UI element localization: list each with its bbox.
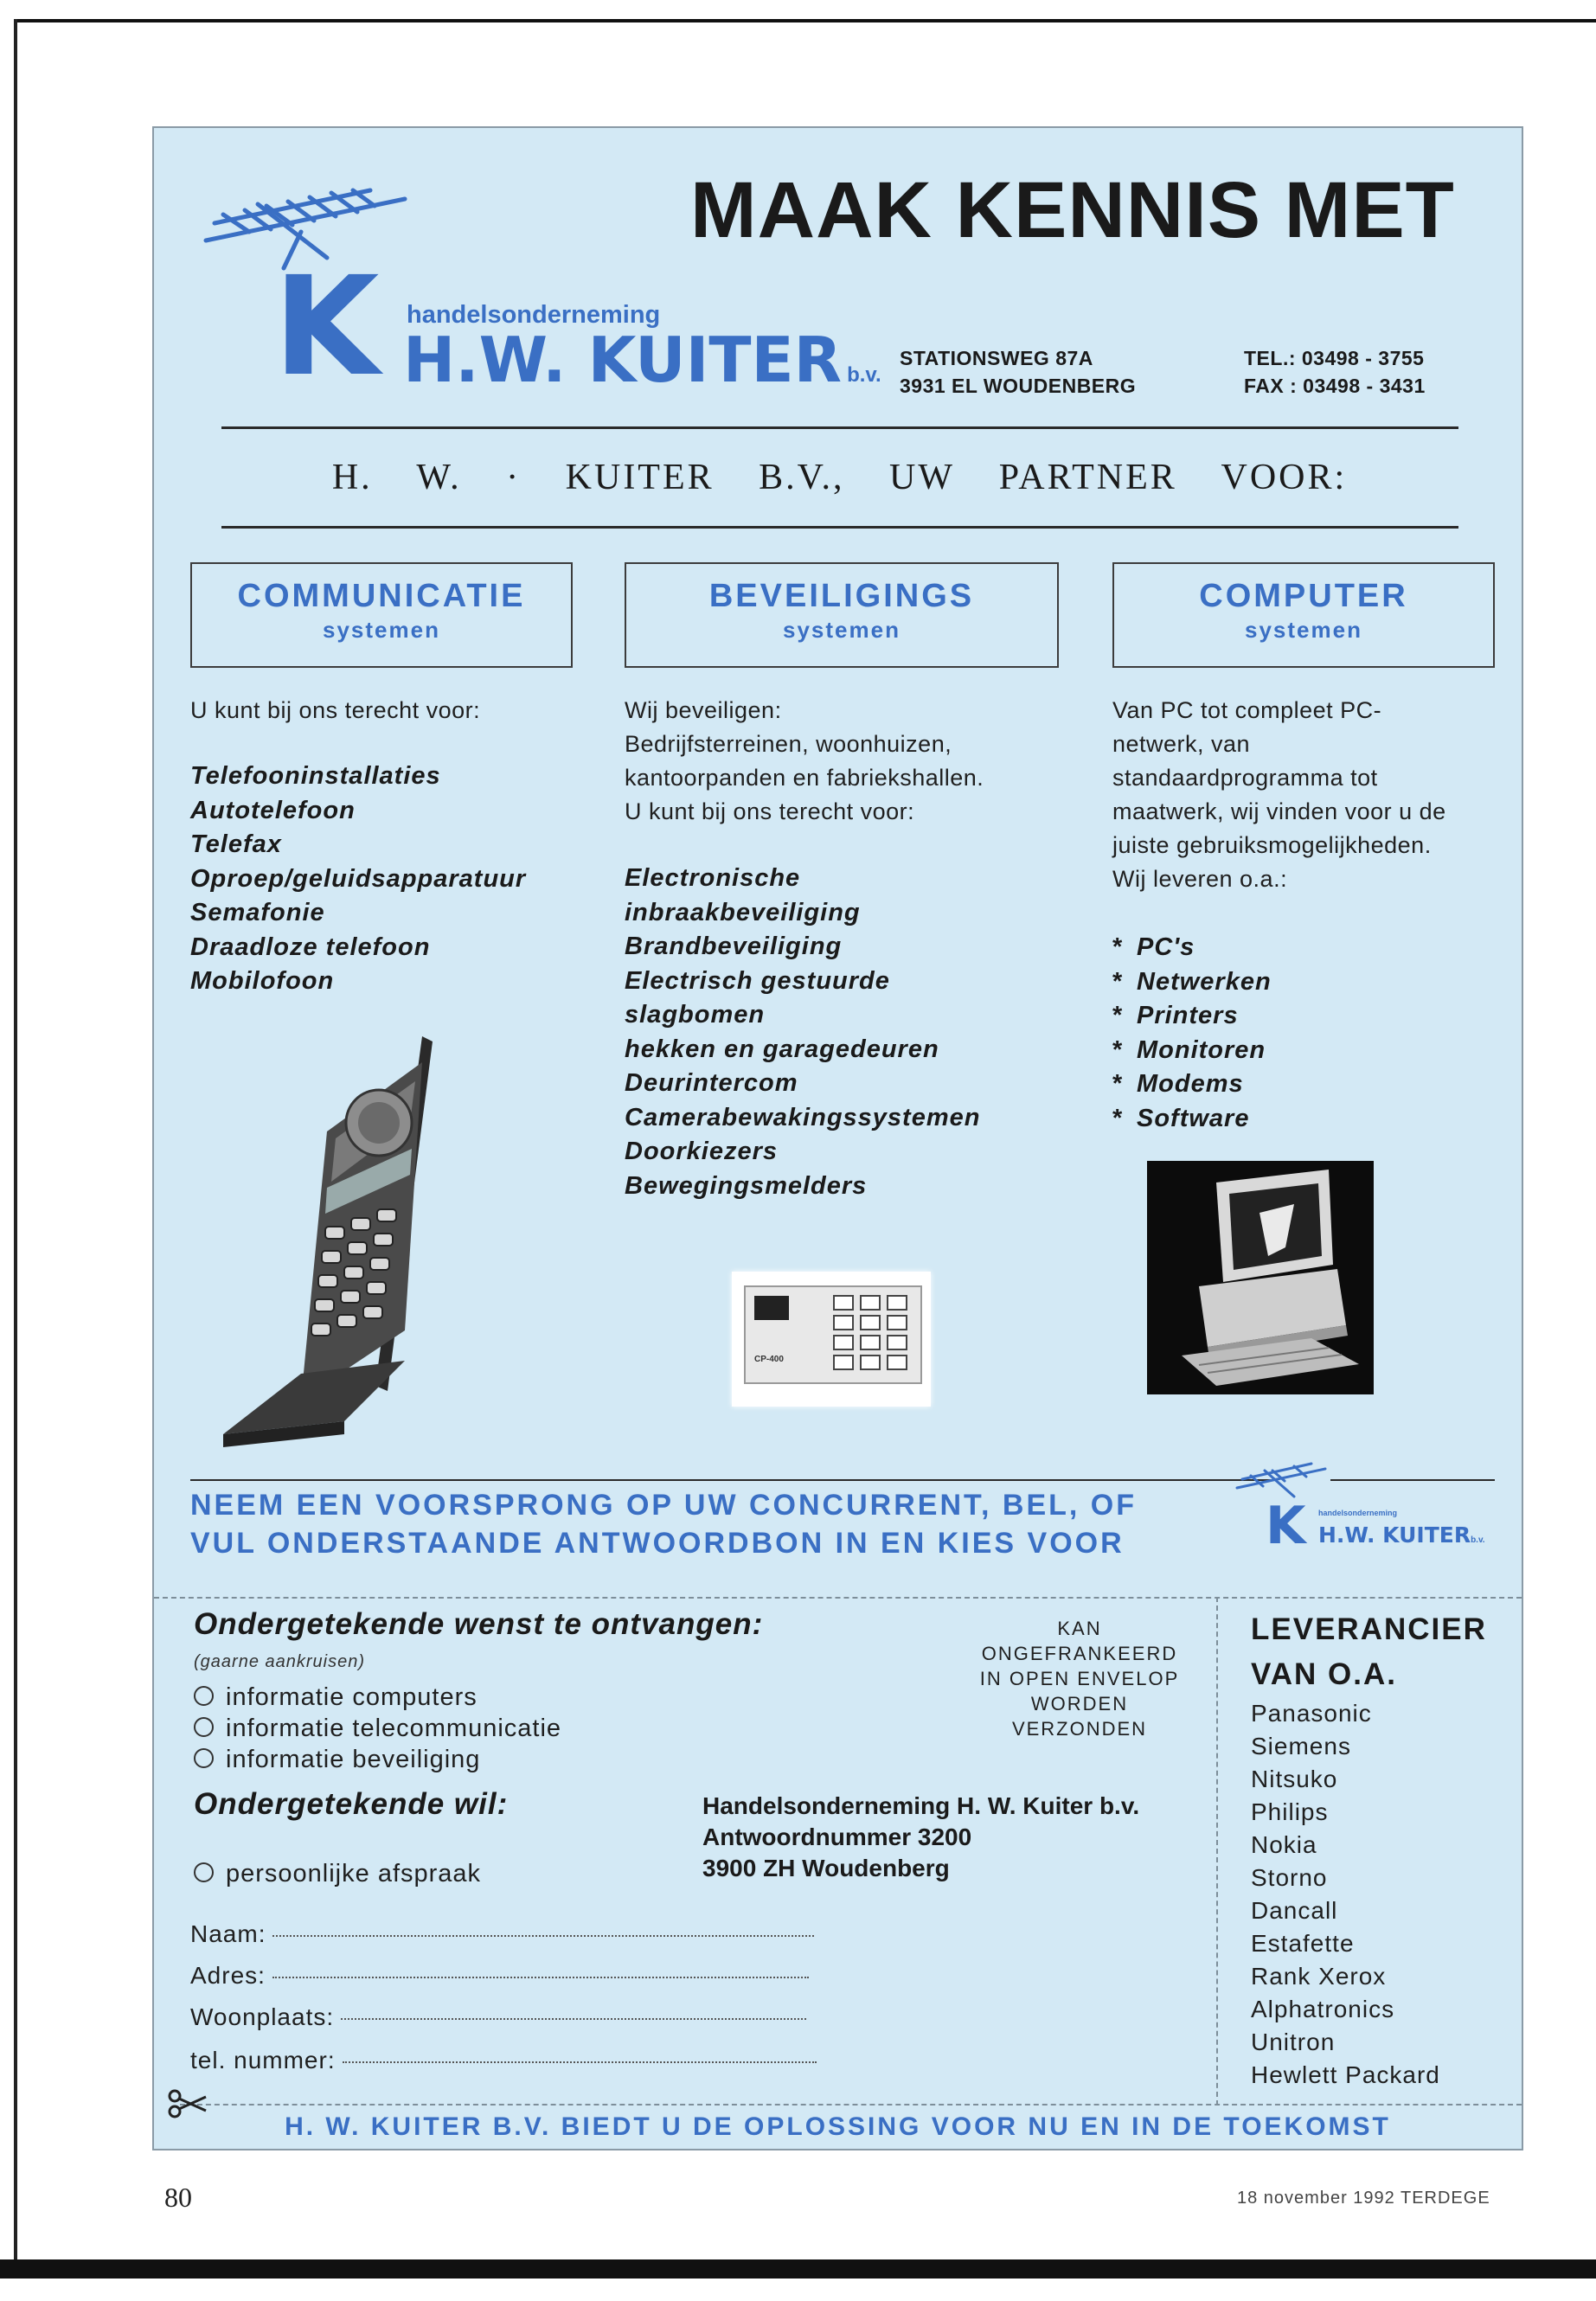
address-block [900,344,1136,400]
list-item: Mobilofoon [190,967,335,995]
cta-line: VUL ONDERSTAANDE ANTWOORDBON IN EN KIES VOOR [190,1527,1125,1560]
small-logo-suffix: b.v. [1471,1535,1485,1545]
address-city: 3931 EL WOUDENBERG [900,375,1137,397]
computer-title: COMPUTER [1199,578,1408,614]
intro-line: standaardprogramma tot [1112,765,1378,791]
intro-line: Wij leveren o.a.: [1112,866,1288,892]
list-item [1112,931,1272,965]
list-item-label: Printers [1137,1002,1239,1029]
tel-input[interactable] [343,2061,817,2063]
mobile-phone-image [206,1028,491,1469]
postage-line: IN OPEN ENVELOP [979,1668,1180,1689]
beveiligings-list [625,862,980,1203]
list-item: Deurintercom [625,1069,798,1097]
option-computers[interactable] [194,1682,561,1713]
keypad-buttons-icon [832,1294,910,1374]
field-woonplaats[interactable] [190,2003,806,2031]
reply-address-line: 3900 ZH Woudenberg [702,1855,950,1881]
intro-line: U kunt bij ons terecht voor: [625,798,915,824]
intro-line: Van PC tot compleet PC- [1112,697,1382,723]
list-item [1112,1102,1272,1137]
call-to-action [190,1486,1137,1562]
postage-line: KAN [1057,1618,1102,1639]
intro-line: netwerk, van [1112,731,1251,757]
list-item-label: Monitoren [1137,1035,1266,1064]
communicatie-intro: U kunt bij ons terecht voor: [190,697,481,723]
small-logo-subtitle: handelsonderneming [1318,1509,1398,1517]
brand-item: Philips [1251,1798,1329,1825]
bullet-star: * [1112,1104,1124,1132]
divider-top [221,426,1458,429]
list-item: hekken en garagedeuren [625,1035,939,1063]
page-date: 18 november 1992 TERDEGE [1237,2189,1490,2208]
contact-fax: FAX : 03498 - 3431 [1244,375,1426,397]
list-item: Oproep/geluidsapparatuur [190,864,527,893]
list-item-label: PC's [1137,933,1195,961]
list-item: Telefax [190,830,282,858]
form-hint: (gaarne aankruisen) [194,1652,365,1671]
computer-icon [1147,1161,1374,1394]
bullet-star: * [1112,1002,1124,1029]
radio-icon[interactable] [194,1748,214,1768]
security-keypad-image [732,1272,931,1407]
supplier-heading [1251,1607,1487,1697]
list-item: Autotelefoon [190,796,356,824]
postage-note [958,1616,1201,1741]
option-appointment[interactable] [194,1858,481,1889]
coupon-bottom-cut-line [180,2104,1522,2106]
cta-rule [190,1479,1272,1481]
beveiligings-intro [625,694,984,829]
keypad-display [754,1296,789,1320]
bullet-star: * [1112,1070,1124,1098]
beveiligings-title: BEVEILIGINGS [708,578,975,614]
option-label: informatie telecommunicatie [226,1715,562,1742]
beveiligings-box [625,562,1059,668]
page-number: 80 [164,2182,192,2213]
cta-line: NEEM EEN VOORSPRONG OP UW CONCURRENT, BEL, OF [190,1489,1138,1522]
beveiligings-subtitle: systemen [783,617,901,643]
intro-line: kantoorpanden en fabriekshallen. [625,765,984,791]
list-item: Telefooninstallaties [190,762,441,790]
communicatie-list [190,760,526,999]
list-item: slagbomen [625,1001,766,1029]
contact-block [1244,344,1426,400]
footer-slogan: H. W. KUITER B.V. BIEDT U DE OPLOSSING VOOR NU EN IN DE TOEKOMST [285,2112,1391,2141]
reply-address-line: Handelsonderneming H. W. Kuiter b.v. [702,1792,1140,1819]
communicatie-title: COMMUNICATIE [237,578,526,614]
list-item: Brandbeveiliging [625,933,843,960]
woonplaats-input[interactable] [341,2018,806,2020]
brand-item: Rank Xerox [1251,1963,1387,1990]
list-item: Bewegingsmelders [625,1171,868,1200]
bullet-star: * [1112,1035,1124,1064]
list-item: Semafonie [190,899,325,926]
list-item-label: Software [1137,1104,1250,1132]
coupon-divider [1216,1597,1218,2106]
computer-list [1112,931,1272,1136]
list-item: Doorkiezers [625,1138,779,1165]
keypad-label: CP-400 [754,1355,784,1364]
tagline: H. W. · KUITER B.V., UW PARTNER VOOR: [331,458,1348,497]
option-beveiliging[interactable] [194,1744,561,1775]
logo-subtitle: handelsonderneming [407,301,661,329]
headline: MAAK KENNIS MET [690,166,1455,254]
supplier-heading-line: VAN O.A. [1251,1657,1397,1691]
postage-line: WORDEN [1030,1693,1129,1715]
field-label: Naam: [190,1920,266,1947]
scan-edge-bottom [0,2259,1596,2279]
option-telecom[interactable] [194,1713,561,1744]
intro-line: Wij beveiligen: [625,697,782,723]
supplier-heading-line: LEVERANCIER [1251,1612,1487,1646]
brand-item: Panasonic [1251,1700,1372,1727]
computer-photo [1147,1161,1374,1394]
list-item [1112,1034,1272,1068]
brand-item: Nitsuko [1251,1766,1338,1792]
communicatie-subtitle: systemen [323,617,440,643]
scan-edge-top [17,19,1596,22]
computer-subtitle: systemen [1245,617,1362,643]
contact-tel: TEL.: 03498 - 3755 [1244,347,1425,369]
intro-line: maatwerk, wij vinden voor u de [1112,798,1446,824]
intro-line: Bedrijfsterreinen, woonhuizen, [625,731,952,757]
radio-icon[interactable] [194,1717,214,1737]
brand-item: Siemens [1251,1733,1351,1759]
brand-item: Unitron [1251,2029,1336,2055]
list-item: Camerabewakingssystemen [625,1103,981,1131]
reply-address [702,1791,1139,1884]
field-label: Woonplaats: [190,2003,335,2030]
brand-item: Estafette [1251,1930,1355,1957]
supplier-brands [1251,1697,1440,2092]
list-item [1112,1067,1272,1102]
field-adres[interactable] [190,1962,809,1990]
field-naam[interactable] [190,1920,814,1948]
divider-bottom [221,526,1458,529]
small-logo-name: H.W. KUITER [1318,1522,1471,1548]
computer-box [1112,562,1495,668]
field-tel[interactable] [190,2047,817,2074]
small-logo-k: K [1266,1496,1306,1556]
radio-icon[interactable] [194,1686,214,1706]
logo-k-letter: K [273,247,380,407]
form-heading-receive: Ondergetekende wenst te ontvangen: [194,1607,764,1641]
option-label: informatie computers [226,1683,478,1711]
form-options [194,1682,561,1775]
cta-rule-right [1330,1479,1495,1481]
list-item: Electrisch gestuurde [625,966,890,995]
list-item-label: Modems [1137,1070,1244,1098]
brand-item: Storno [1251,1864,1328,1891]
option-label: informatie beveiliging [226,1746,481,1773]
option-label: persoonlijke afspraak [226,1860,482,1888]
coupon-cut-line [154,1597,1522,1599]
field-label: Adres: [190,1962,266,1989]
field-label: tel. nummer: [190,2047,336,2073]
adres-input[interactable] [272,1977,809,1978]
list-item: Draadloze telefoon [190,933,431,961]
list-item [1112,965,1272,1000]
list-item [1112,999,1272,1034]
logo-company-name: H.W. KUITER [403,324,843,396]
brand-item: Dancall [1251,1897,1338,1924]
list-item: Electronische [625,864,801,892]
bullet-star: * [1112,933,1124,961]
logo-name-row [403,324,881,396]
computer-intro [1112,694,1446,896]
radio-icon[interactable] [194,1862,214,1882]
advertisement [152,126,1523,2150]
form-heading-wants: Ondergetekende wil: [194,1787,509,1821]
brand-item: Nokia [1251,1831,1317,1858]
postage-line: VERZONDEN [1011,1718,1148,1740]
reply-address-line: Antwoordnummer 3200 [702,1823,972,1850]
logo-suffix: b.v. [847,363,881,387]
brand-item: Hewlett Packard [1251,2061,1440,2088]
address-street: STATIONSWEG 87A [900,347,1093,369]
naam-input[interactable] [272,1935,814,1937]
postage-line: ONGEFRANKEERD [981,1643,1178,1664]
small-logo-row [1318,1522,1485,1548]
scan-edge-left [14,19,17,2268]
list-item-label: Netwerken [1137,967,1272,996]
communicatie-box [190,562,573,668]
intro-line: juiste gebruiksmogelijkheden. [1112,832,1432,858]
list-item: inbraakbeveiliging [625,898,861,926]
brand-item: Alphatronics [1251,1996,1395,2022]
bullet-star: * [1112,967,1124,996]
